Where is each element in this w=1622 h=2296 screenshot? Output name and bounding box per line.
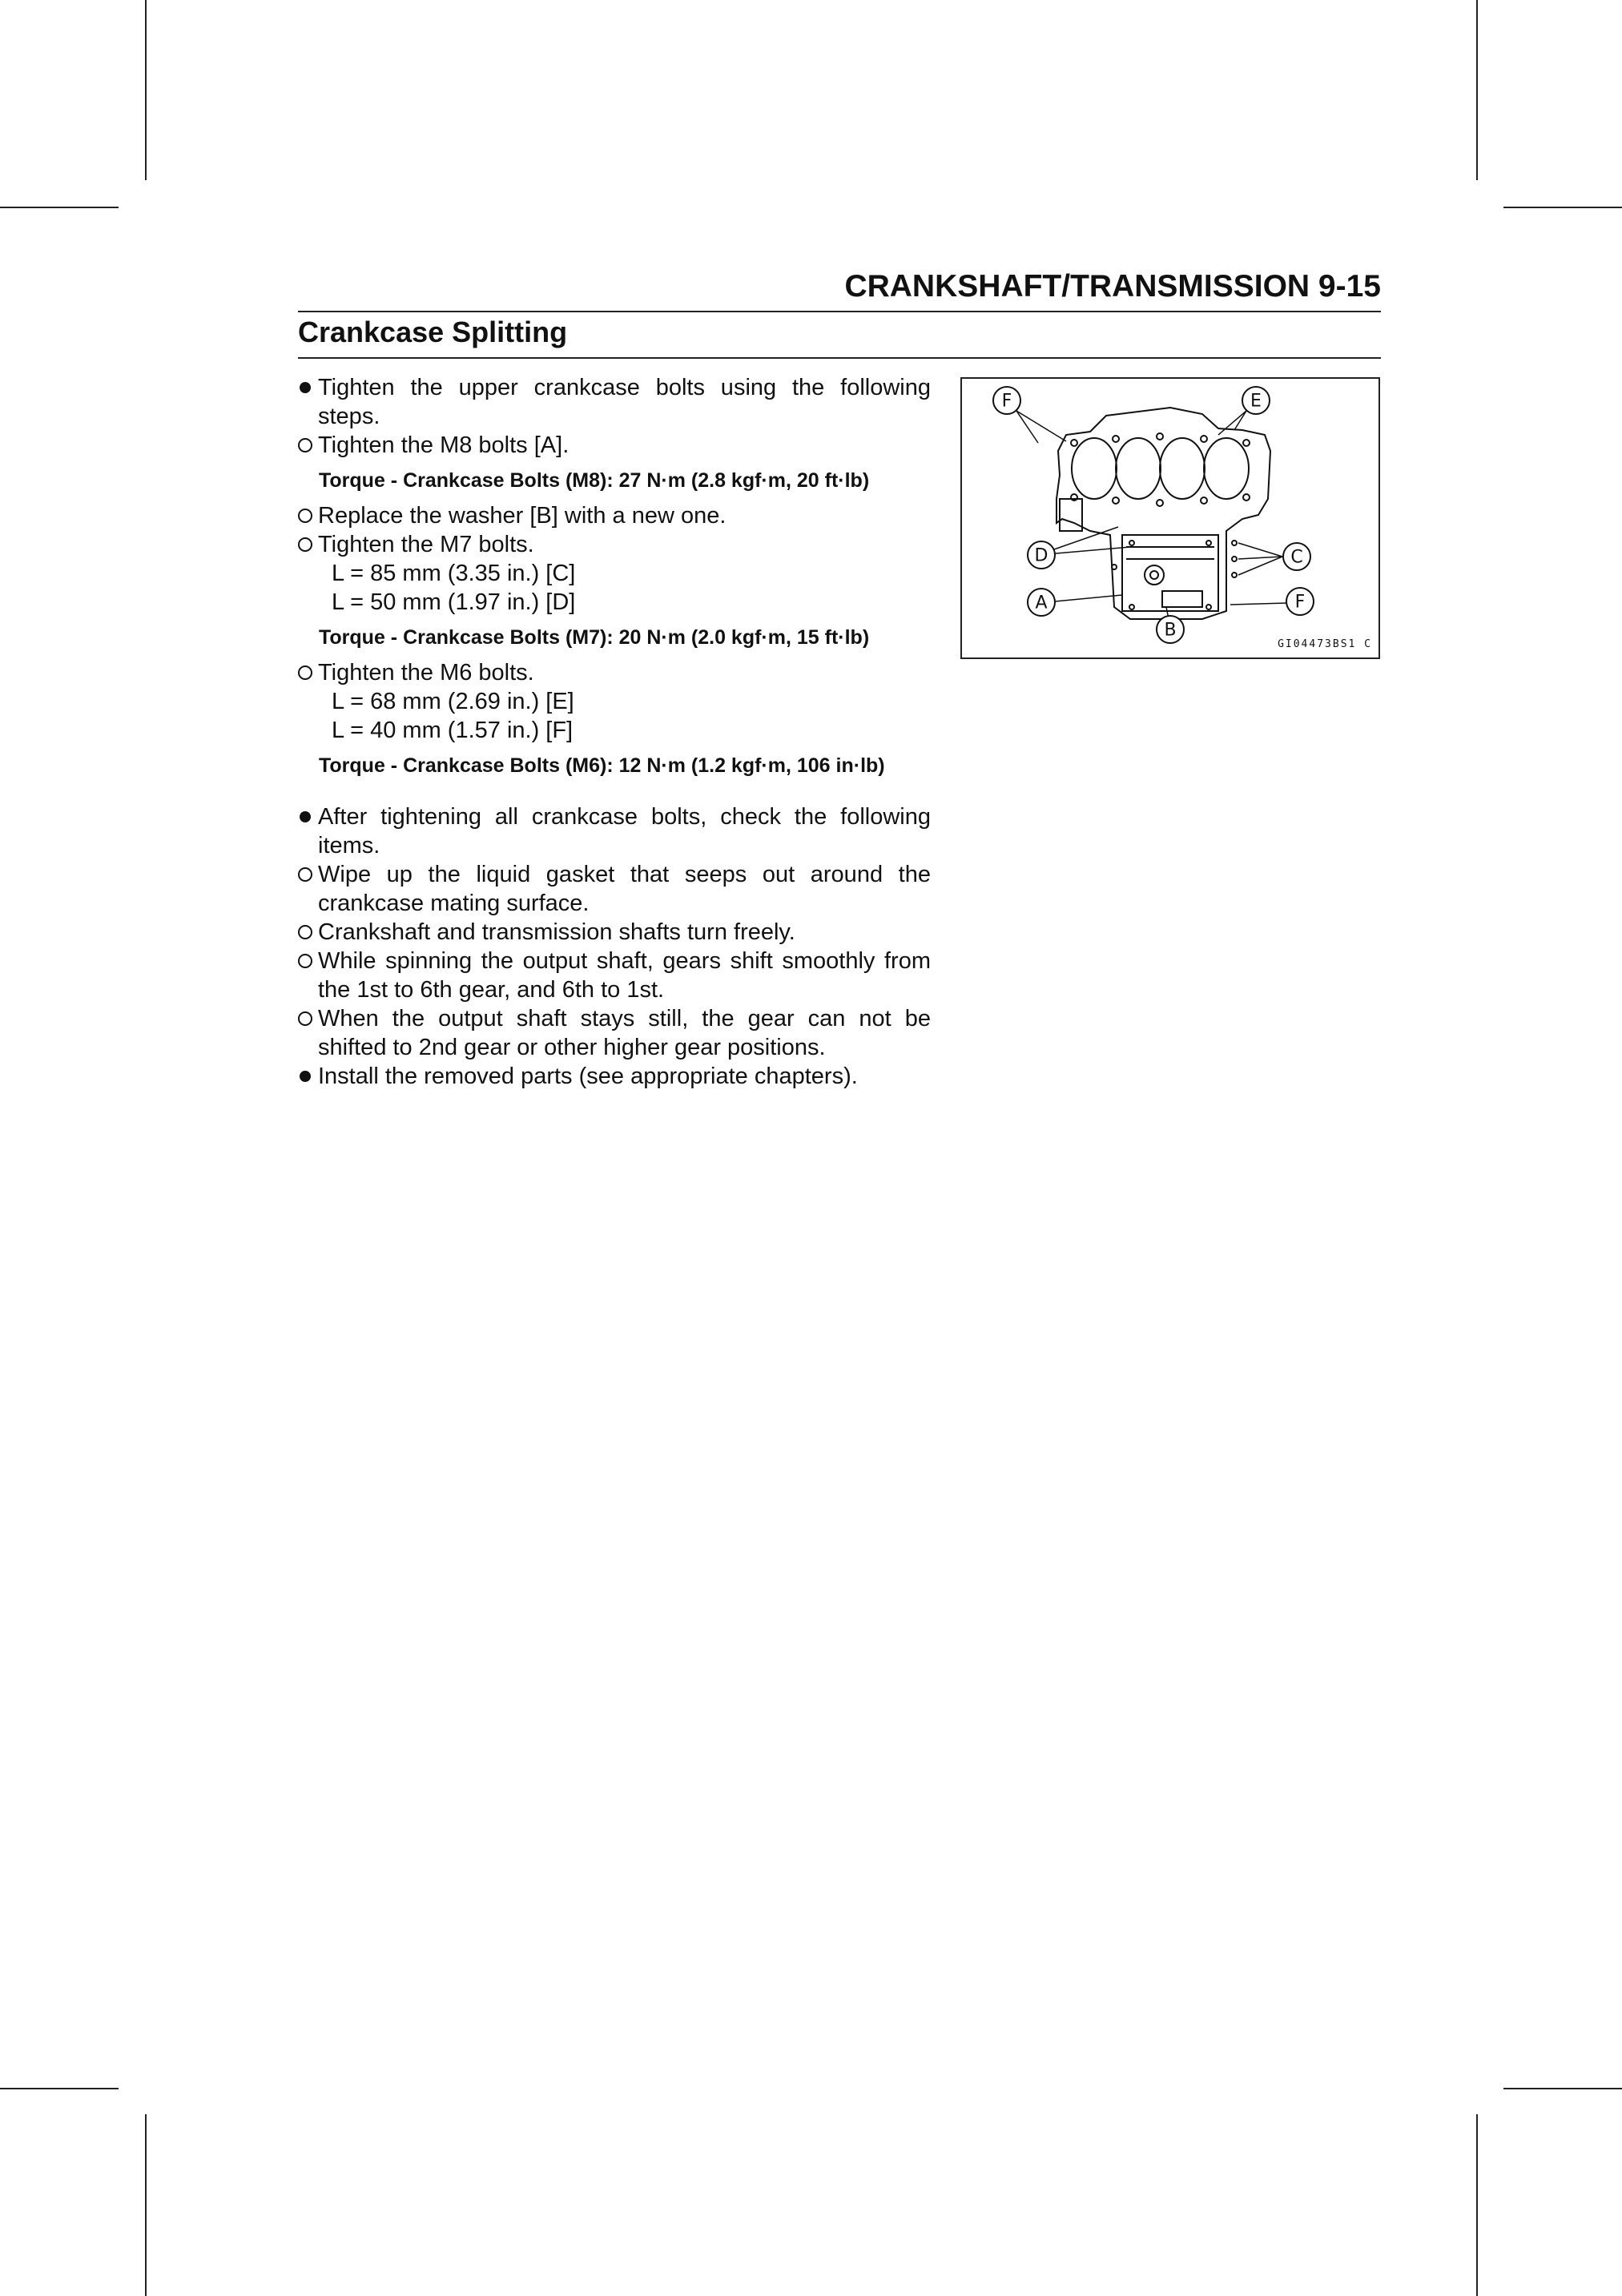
item-text: Wipe up the liquid gasket that seeps out around the crankcase mating surface.	[318, 862, 931, 916]
crop-mark	[1503, 2088, 1622, 2089]
bullet-item	[298, 373, 931, 431]
procedure-text	[298, 373, 931, 1091]
crop-mark	[1503, 207, 1622, 208]
bolt-length-spec: L = 50 mm (1.97 in.) [D]	[332, 589, 576, 615]
sub-step	[298, 431, 931, 460]
item-text: Tighten the upper crankcase bolts using the following steps.	[318, 375, 931, 429]
callout-b: B	[1164, 620, 1177, 641]
item-text: Crankshaft and transmission shafts turn freely.	[318, 919, 795, 945]
sub-step	[298, 501, 931, 530]
item-text: Tighten the M8 bolts [A].	[318, 432, 570, 458]
callout-f-top: F	[1001, 391, 1012, 412]
page-header	[298, 264, 1381, 309]
bolt-length-spec: L = 68 mm (2.69 in.) [E]	[332, 689, 574, 714]
callout-c: C	[1290, 547, 1303, 568]
item-text: Tighten the M7 bolts.	[318, 532, 534, 557]
crop-mark	[1476, 0, 1478, 180]
crop-mark	[0, 207, 119, 208]
bullet-dot-icon	[300, 382, 311, 393]
item-text: Install the removed parts (see appropriate chapters).	[318, 1064, 858, 1089]
bullet-item	[298, 1062, 931, 1091]
item-text: Replace the washer [B] with a new one.	[318, 503, 726, 529]
figure-code: GI04473BS1 C	[1278, 638, 1372, 650]
sub-step-circle-icon	[298, 665, 312, 680]
section-rule	[298, 357, 1381, 359]
crankcase-figure	[960, 377, 1380, 659]
crop-mark	[0, 2088, 119, 2089]
spacer	[298, 786, 931, 802]
sub-step-circle-icon	[298, 925, 312, 939]
sub-step-circle-icon	[298, 954, 312, 968]
torque-spec: Torque - Crankcase Bolts (M7): 20 N·m (2.0 kgf·m, 15 ft·lb)	[319, 626, 870, 649]
bolt-length-spec: L = 85 mm (3.35 in.) [C]	[332, 561, 576, 586]
sub-step	[298, 1004, 931, 1062]
section-title: Crankcase Splitting	[298, 316, 568, 348]
callout-e: E	[1250, 391, 1262, 412]
item-text: Tighten the M6 bolts.	[318, 660, 534, 686]
callout-f-right: F	[1294, 592, 1306, 613]
sub-step	[298, 658, 931, 687]
item-text: When the output shaft stays still, the gear can not be shifted to 2nd gear or other higher gear positions.	[318, 1006, 931, 1060]
sub-step-circle-icon	[298, 509, 312, 523]
bolt-length-spec: L = 40 mm (1.57 in.) [F]	[332, 718, 574, 743]
crankcase-diagram	[962, 379, 1378, 657]
crop-mark	[145, 0, 147, 180]
sub-step	[298, 918, 931, 947]
sub-step-circle-icon	[298, 438, 312, 452]
item-text: After tightening all crankcase bolts, check the following items.	[318, 804, 931, 858]
sub-step	[298, 530, 931, 559]
crop-mark	[145, 2114, 147, 2296]
crop-mark	[1476, 2114, 1478, 2296]
page-header-title: CRANKSHAFT/TRANSMISSION 9-15	[844, 269, 1381, 304]
sub-step	[298, 860, 931, 918]
bullet-dot-icon	[300, 1071, 311, 1082]
sub-step-circle-icon	[298, 1011, 312, 1026]
callout-d: D	[1034, 545, 1048, 566]
bullet-dot-icon	[300, 811, 311, 822]
bullet-item	[298, 802, 931, 860]
sub-step-circle-icon	[298, 537, 312, 552]
sub-step-circle-icon	[298, 867, 312, 882]
callout-a: A	[1035, 593, 1048, 613]
torque-spec: Torque - Crankcase Bolts (M6): 12 N·m (1.2 kgf·m, 106 in·lb)	[319, 754, 885, 777]
item-text: While spinning the output shaft, gears shift smoothly from the 1st to 6th gear, and 6th to 1st.	[318, 948, 931, 1003]
sub-step	[298, 947, 931, 1004]
torque-spec: Torque - Crankcase Bolts (M8): 27 N·m (2.8 kgf·m, 20 ft·lb)	[319, 469, 870, 492]
